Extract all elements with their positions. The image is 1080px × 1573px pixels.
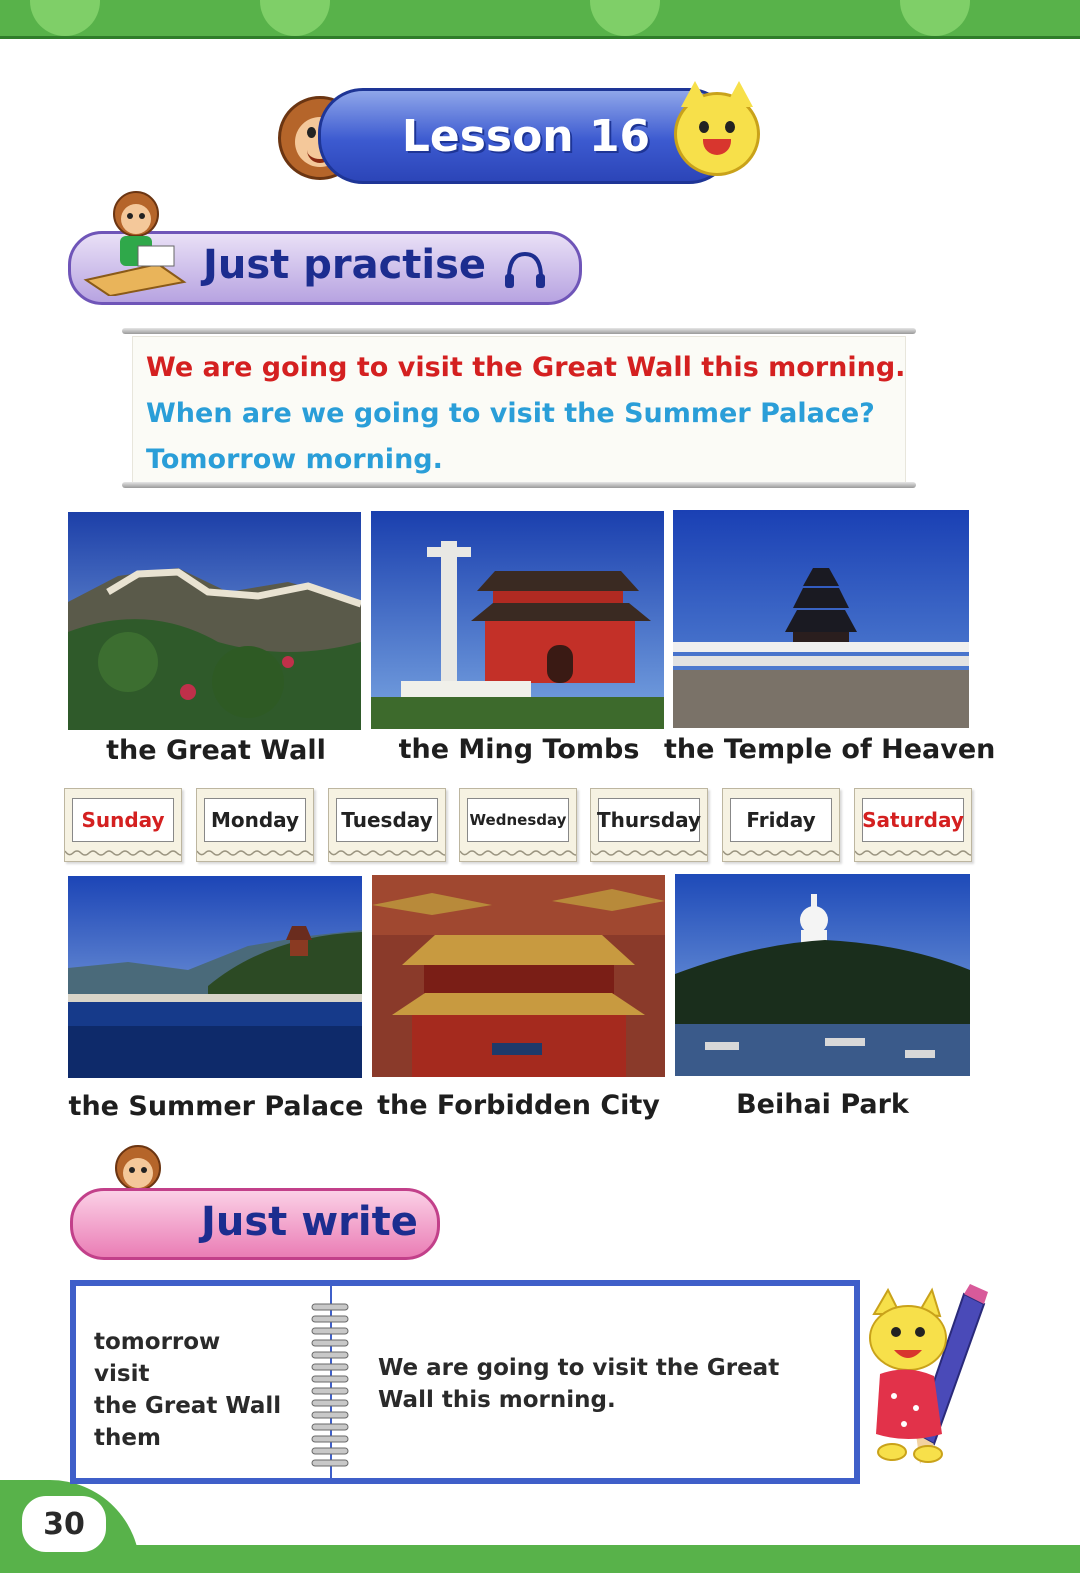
day-label: Saturday bbox=[862, 798, 964, 842]
day-label: Sunday bbox=[72, 798, 174, 842]
forbidden-city-photo bbox=[372, 875, 665, 1077]
day-card bbox=[196, 788, 314, 862]
answer-sentence: Tomorrow morning. bbox=[146, 444, 443, 475]
caption-ming-tombs: the Ming Tombs bbox=[398, 734, 640, 765]
day-card bbox=[328, 788, 446, 862]
torn-edge bbox=[591, 847, 707, 861]
writing-panel bbox=[70, 1280, 860, 1484]
word-item: tomorrow bbox=[94, 1329, 221, 1355]
torn-edge bbox=[329, 847, 445, 861]
bottom-decorative-border bbox=[0, 1545, 1080, 1573]
day-label: Wednesday bbox=[467, 798, 569, 842]
example-line: Wall this morning. bbox=[378, 1387, 616, 1413]
beihai-park-photo bbox=[675, 874, 970, 1076]
day-label: Monday bbox=[204, 798, 306, 842]
border-dot bbox=[590, 0, 660, 36]
caption-temple-of-heaven: the Temple of Heaven bbox=[664, 734, 996, 765]
example-sentence-write bbox=[378, 1352, 818, 1416]
summer-palace-photo bbox=[68, 876, 362, 1078]
day-card bbox=[459, 788, 577, 862]
lesson-title: Lesson 16 bbox=[401, 110, 651, 162]
day-card bbox=[64, 788, 182, 862]
scroll-rod-top bbox=[122, 328, 916, 334]
word-item: the Great Wall bbox=[94, 1393, 282, 1419]
torn-edge bbox=[197, 847, 313, 861]
day-label: Tuesday bbox=[336, 798, 438, 842]
day-label: Thursday bbox=[598, 798, 700, 842]
caption-forbidden-city: the Forbidden City bbox=[377, 1090, 660, 1121]
caption-great-wall: the Great Wall bbox=[106, 735, 326, 766]
day-card bbox=[590, 788, 708, 862]
practise-title: Just practise bbox=[203, 242, 487, 288]
border-dot bbox=[30, 0, 100, 36]
example-line: We are going to visit the Great bbox=[378, 1355, 780, 1381]
monkey-reading-icon bbox=[80, 186, 190, 296]
ming-tombs-photo bbox=[371, 511, 664, 729]
headphones-icon bbox=[501, 250, 549, 290]
top-decorative-border bbox=[0, 0, 1080, 39]
word-item: visit bbox=[94, 1361, 150, 1387]
caption-summer-palace: the Summer Palace bbox=[68, 1091, 364, 1122]
scroll-rod-bottom bbox=[122, 482, 916, 488]
day-card bbox=[722, 788, 840, 862]
border-dot bbox=[260, 0, 330, 36]
lesson-banner bbox=[318, 88, 734, 184]
torn-edge bbox=[723, 847, 839, 861]
question-sentence: When are we going to visit the Summer Palace? bbox=[146, 398, 875, 429]
word-item: them bbox=[94, 1425, 161, 1451]
word-bank bbox=[94, 1326, 281, 1454]
torn-edge bbox=[65, 847, 181, 861]
sentence-card bbox=[132, 336, 906, 484]
caption-beihai-park: Beihai Park bbox=[736, 1089, 909, 1120]
day-card bbox=[854, 788, 972, 862]
torn-edge bbox=[460, 847, 576, 861]
spiral-binding-icon bbox=[308, 1298, 352, 1470]
write-section-header bbox=[70, 1188, 440, 1260]
cat-with-pencil-icon bbox=[864, 1284, 1004, 1474]
example-sentence: We are going to visit the Great Wall this morning. bbox=[146, 352, 906, 383]
page-number: 30 bbox=[18, 1492, 110, 1556]
torn-edge bbox=[855, 847, 971, 861]
border-dot bbox=[900, 0, 970, 36]
day-label: Friday bbox=[730, 798, 832, 842]
write-title: Just write bbox=[201, 1199, 418, 1245]
great-wall-photo bbox=[68, 512, 361, 730]
temple-of-heaven-photo bbox=[673, 510, 969, 728]
cat-face-icon bbox=[674, 92, 760, 176]
